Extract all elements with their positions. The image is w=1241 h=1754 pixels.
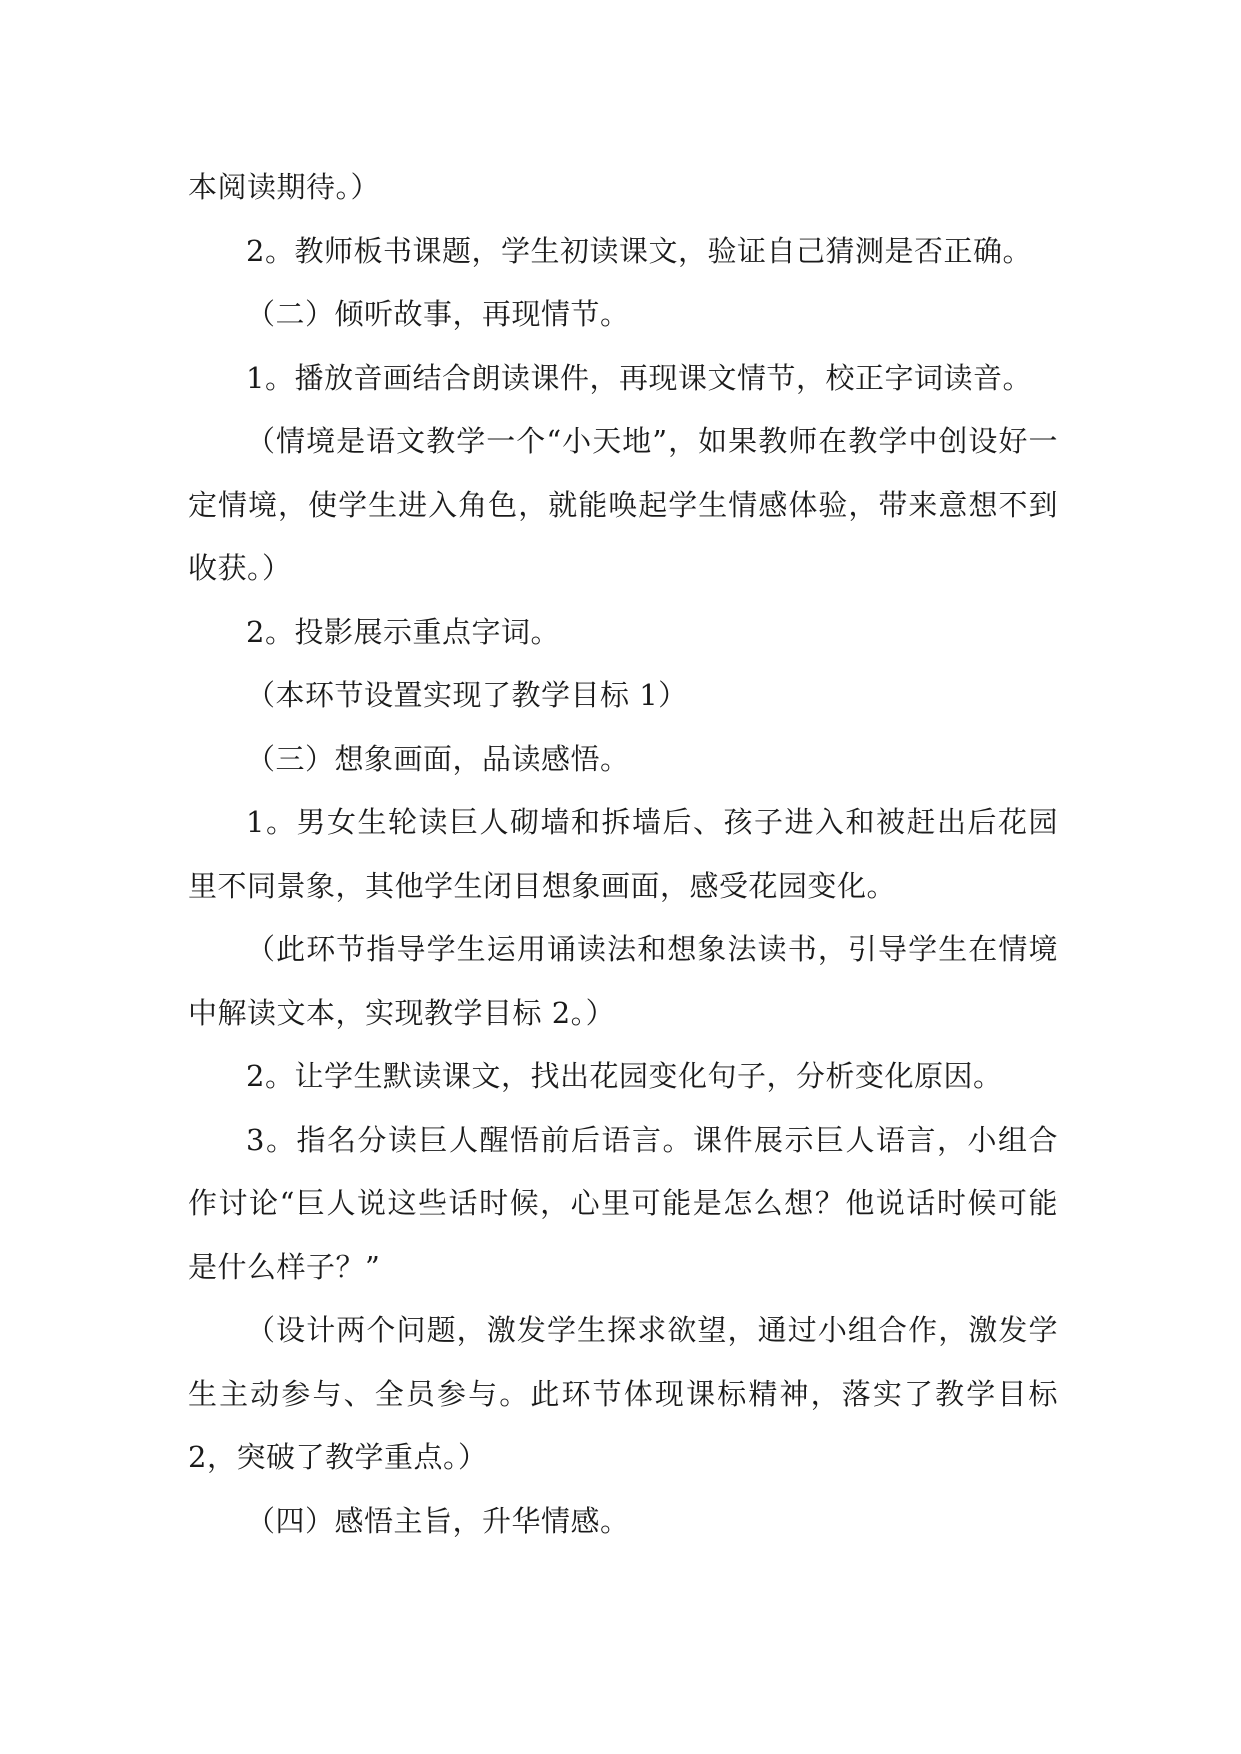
paragraph-continuation: 本阅读期待。） <box>188 170 381 204</box>
paragraph-note-goal-1: （本环节设置实现了教学目标 1） <box>246 678 688 712</box>
paragraph-step-2-silent: 2。让学生默读课文，找出花园变化句子，分析变化原因。 <box>246 1059 1003 1093</box>
paragraph-step-2-project: 2。投影展示重点字词。 <box>246 614 560 649</box>
paragraph-note-questions: （设计两个问题，激发学生探求欲望，通过小组合作，激发学生主动参与、全员参与。此环节体现课标精神，落实了教学目标 2，突破了教学重点。） <box>188 1313 1058 1474</box>
section-heading-3: （三）想象画面，品读感悟。 <box>246 741 630 776</box>
paragraph-note-situation: （情境是语文教学一个“小天地”，如果教师在教学中创设好一定情境，使学生进入角色，就能唤起学生情感体验，带来意想不到收获。） <box>188 424 1058 585</box>
document-body <box>188 156 1058 1553</box>
paragraph-step-2-title: 2。教师板书课题，学生初读课文，验证自己猜测是否正确。 <box>246 233 1032 268</box>
section-heading-2: （二）倾听故事，再现情节。 <box>246 297 630 331</box>
paragraph-note-goal-2: （此环节指导学生运用诵读法和想象法读书，引导学生在情境中解读文本，实现教学目标 2。） <box>188 932 1058 1030</box>
paragraph-step-1-play: 1。播放音画结合朗读课件，再现课文情节，校正字词读音。 <box>246 360 1032 395</box>
paragraph-step-1-read: 1。男女生轮读巨人砌墙和拆墙后、孩子进入和被赶出后花园里不同景象，其他学生闭目想象画面，感受花园变化。 <box>188 805 1058 903</box>
section-heading-4: （四）感悟主旨，升华情感。 <box>246 1503 630 1538</box>
paragraph-step-3-discuss: 3。指名分读巨人醒悟前后语言。课件展示巨人语言，小组合作讨论“巨人说这些话时候，心里可能是怎么想？他说话时候可能是什么样子？” <box>188 1122 1058 1284</box>
